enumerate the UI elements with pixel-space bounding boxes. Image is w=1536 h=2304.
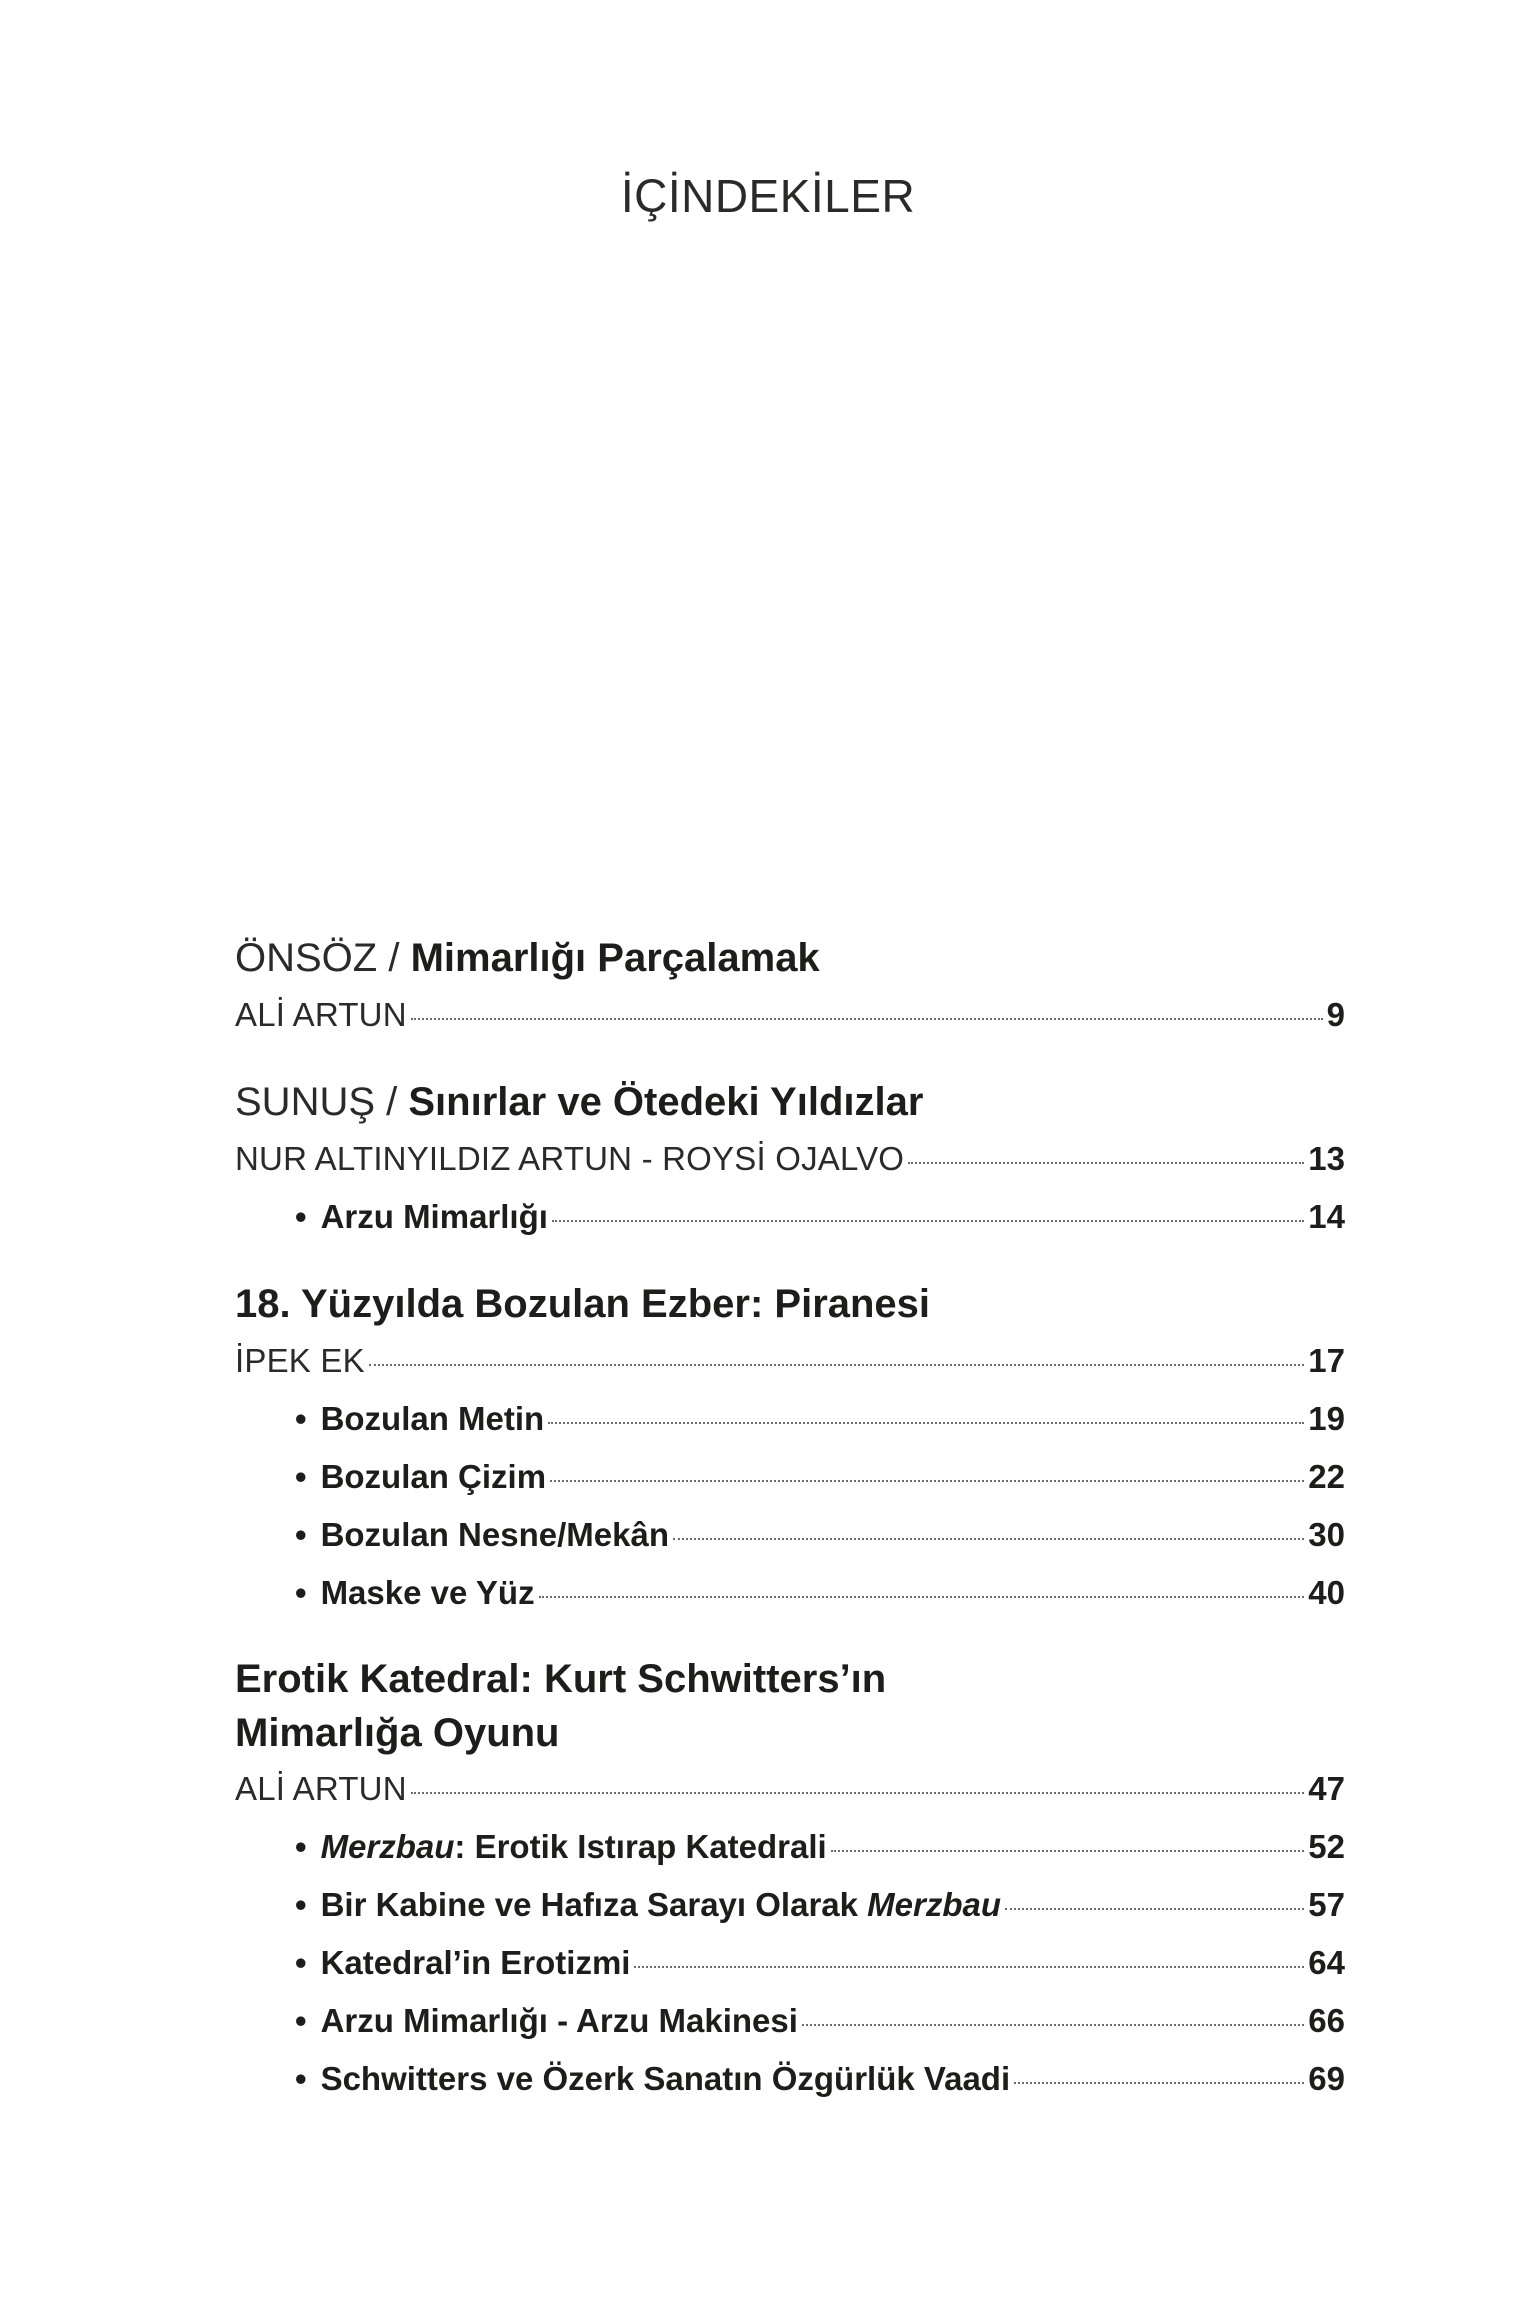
section-title-line-1: Erotik Katedral: Kurt Schwitters’ın [235,1657,887,1701]
page-title: İÇİNDEKİLER [620,170,916,222]
dot-leader [908,1162,1304,1164]
section-separator: / [375,1080,409,1124]
subentry-title-rest: : Erotik Istırap Katedrali [454,1828,827,1865]
page-number: 69 [1308,2060,1345,2097]
toc-subentry[interactable] [235,2050,1345,2108]
section-heading [235,1074,1345,1130]
subentry-title: Bozulan Nesne/Mekân [320,1516,669,1553]
page-number: 40 [1308,1574,1345,1611]
toc-entry-author[interactable] [235,986,1345,1044]
dot-leader [552,1220,1304,1222]
subentry-title: Schwitters ve Özerk Sanatın Özgürlük Vaadi [320,2060,1011,2097]
subentry-title [321,1818,827,1876]
author-name: ALİ ARTUN [235,996,407,1033]
author-name: ALİ ARTUN [235,1770,407,1807]
dot-leader [1014,2082,1304,2084]
toc-entry-author[interactable] [235,1332,1345,1390]
author-name: İPEK EK [235,1342,365,1379]
page-number: 13 [1308,1140,1345,1177]
toc-section-onsoz [235,930,1345,1044]
bullet-icon: • [295,1944,307,1981]
toc-section-piranesi [235,1276,1345,1622]
toc-subentry[interactable] [235,1448,1345,1506]
page-number: 64 [1308,1944,1345,1981]
section-heading [235,1652,1345,1760]
toc-subentry[interactable] [235,1876,1345,1934]
dot-leader [548,1422,1304,1424]
table-of-contents [235,930,1345,2108]
bullet-icon: • [295,1458,307,1495]
dot-leader [550,1480,1304,1482]
page-number: 17 [1308,1342,1345,1379]
section-title: Sınırlar ve Ötedeki Yıldızlar [408,1080,924,1124]
subentry-title: Bozulan Çizim [320,1458,547,1495]
toc-subentry[interactable] [235,1818,1345,1876]
subentry-title-rest: Bir Kabine ve Hafıza Sarayı Olarak [320,1886,868,1923]
page-number: 52 [1308,1828,1345,1865]
section-heading [235,1276,1345,1332]
subentry-title-italic: Merzbau [320,1828,455,1865]
toc-section-schwitters [235,1652,1345,2108]
section-title-line-2: Mimarlığa Oyunu [235,1711,560,1755]
page-number: 22 [1308,1458,1345,1495]
subentry-title: Bozulan Metin [320,1400,545,1437]
bullet-icon: • [295,1574,307,1611]
dot-leader [1005,1908,1304,1910]
bullet-icon: • [295,2060,307,2097]
dot-leader [539,1596,1305,1598]
section-label: SUNUŞ [235,1080,376,1124]
toc-subentry[interactable] [235,1992,1345,2050]
dot-leader [411,1792,1305,1794]
subentry-title: Arzu Mimarlığı - Arzu Makinesi [320,2002,798,2039]
page-number: 47 [1308,1770,1345,1807]
page-number: 9 [1326,996,1345,1033]
subentry-title: Maske ve Yüz [320,1574,535,1611]
section-label: ÖNSÖZ [235,936,378,980]
page-number: 66 [1308,2002,1345,2039]
subentry-title: Arzu Mimarlığı [320,1198,548,1235]
bullet-icon: • [295,1516,307,1553]
section-heading [235,930,1345,986]
author-name: NUR ALTINYILDIZ ARTUN - ROYSİ OJALVO [235,1140,905,1177]
toc-subentry[interactable] [235,1188,1345,1246]
dot-leader [802,2024,1304,2026]
page-number: 19 [1308,1400,1345,1437]
dot-leader [411,1018,1323,1020]
subentry-title [321,1876,1001,1934]
toc-entry-author[interactable] [235,1130,1345,1188]
toc-entry-author[interactable] [235,1760,1345,1818]
toc-subentry[interactable] [235,1564,1345,1622]
section-title: Mimarlığı Parçalamak [410,936,820,980]
bullet-icon: • [295,1828,307,1865]
toc-subentry[interactable] [235,1506,1345,1564]
page-number: 30 [1308,1516,1345,1553]
toc-section-sunus [235,1074,1345,1246]
bullet-icon: • [295,2002,307,2039]
subentry-title-italic: Merzbau [867,1886,1002,1923]
bullet-icon: • [295,1886,307,1923]
bullet-icon: • [295,1400,307,1437]
dot-leader [369,1364,1304,1366]
toc-subentry[interactable] [235,1390,1345,1448]
page-number: 14 [1308,1198,1345,1235]
toc-subentry[interactable] [235,1934,1345,1992]
section-separator: / [377,936,411,980]
bullet-icon: • [295,1198,307,1235]
dot-leader [634,1966,1304,1968]
page-number: 57 [1308,1886,1345,1923]
subentry-title: Katedral’in Erotizmi [320,1944,631,1981]
dot-leader [673,1538,1304,1540]
dot-leader [831,1850,1305,1852]
section-title: 18. Yüzyılda Bozulan Ezber: Piranesi [235,1282,931,1326]
